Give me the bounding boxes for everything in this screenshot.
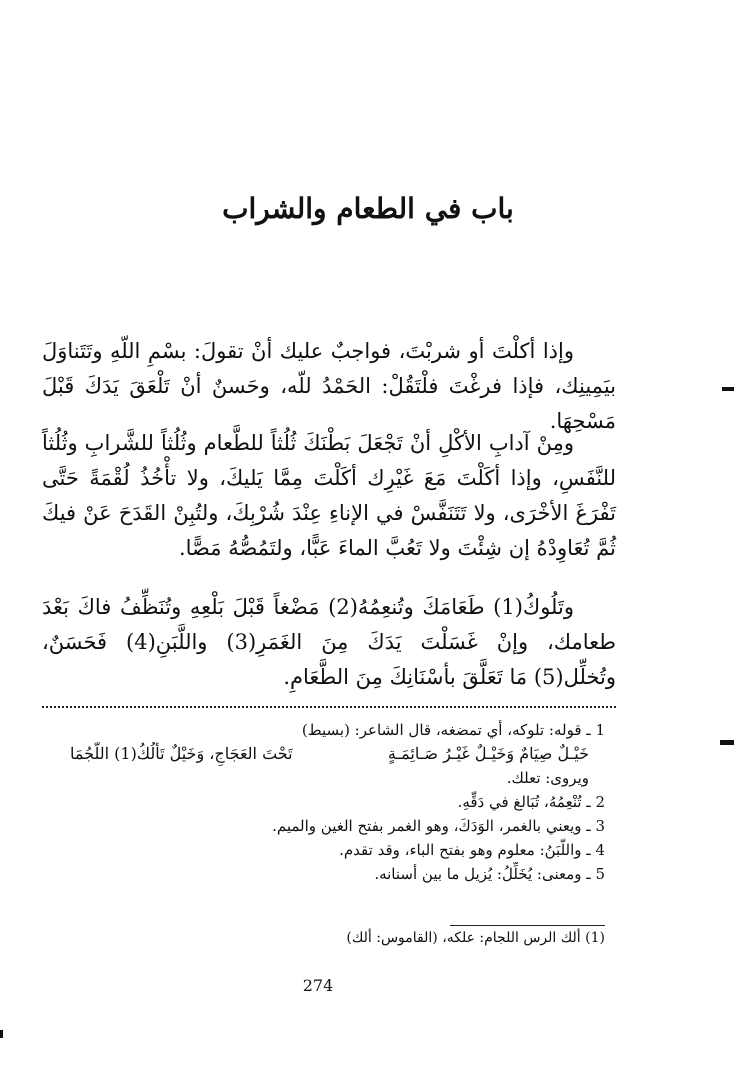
chapter-title: باب في الطعام والشراب xyxy=(222,192,514,225)
footnote-4: 4 ـ واللَّبَنُ: معلوم وهو بفتح الباء، وقد تقدم. xyxy=(339,841,605,859)
verse-subnote: (1) ألك الرس اللجام: علكه، (القاموس: ألك) xyxy=(346,930,605,946)
footnote-1: 1 ـ قوله: تلوكه، أي تمضغه، قال الشاعر: (بسيط) xyxy=(301,721,605,739)
margin-mark xyxy=(0,1030,3,1038)
body-paragraph-3 xyxy=(42,590,616,695)
footnote-5: 5 ـ ومعنى: يُخَلِّلُ: يُزيل ما بين أسنانه. xyxy=(374,865,605,883)
footnote-3: 3 ـ ويعني بالغمر، الوَدَكَ، وهو الغمر بفتح الغين والميم. xyxy=(272,817,605,835)
page-number: 274 xyxy=(302,976,334,995)
paragraph-text: وتَلُوكُ(1) طَعَامَكَ وتُنعِمُهُ(2) مَضْغاً قَبْلَ بَلْعِهِ وتُنَظِّفُ فاكَ بَعْدَ طعامك، وإنْ غَسَلْتَ يَدَكَ مِنَ الغَمَرِ(3) واللَّبَنِ(4) فَحَسَنٌ، وتُخلِّل(5) مَا تَعَلَّقَ بأسْنَانِكَ مِنَ الطَّعَامِ. xyxy=(42,595,616,689)
footnote-verse xyxy=(60,742,605,766)
subnote-separator xyxy=(450,925,605,926)
margin-mark xyxy=(720,740,734,745)
footnotes xyxy=(60,718,605,886)
verse-second-hemistich: تَحْتَ العَجَاجِ، وَخَيْلٌ تَأْلُكُ(1) اللُّجُمَا xyxy=(70,744,293,763)
footnote-2: 2 ـ تُنْعِمُهُ، تُبَالغ في دَقِّهِ. xyxy=(457,793,605,811)
paragraph-text: ومِنْ آدابِ الأكْلِ أنْ تَجْعَلَ بَطْنَكَ ثُلُثاً للطَّعام وثُلُثاً للشَّرابِ وثُلُثاً للنَّفَسِ، وإذا أكَلْتَ مَعَ غَيْرِك أكَلْتَ مِمَّا يَليكَ، ولا تأْخُذُ لُقْمَةً حَتَّى تَفْرَغَ الأخْرَى، ولا تَتَنَفَّسْ في الإناءِ عِنْدَ شُرْبِكَ، ولتُبِنْ القَدَحَ عَنْ فيكَ ثُمَّ تُعَاوِدْهُ إن شِئْتَ ولا تَعُبَّ الماءَ عَبًّا، ولتَمُصُّهُ مَصًّا. xyxy=(42,431,616,560)
body-paragraph-2 xyxy=(42,426,616,566)
body-paragraph-1 xyxy=(42,334,616,439)
verse-first-hemistich: خَيْـلٌ صِيَامٌ وَخَيْـلٌ غَيْـرُ صَـائِمَـةٍ xyxy=(387,744,589,763)
paragraph-text: وإذا أكلْتَ أو شربْتَ، فواجبٌ عليك أنْ تقولَ: بسْمِ اللّهِ وتَتَناوَلَ بيَمِينِك، فإذا فرغْتَ فلْتَقُلْ: الحَمْدُ للّه، وحَسنٌ أنْ تَلْعَقَ يَدَكَ قَبْلَ مَسْحِهَا. xyxy=(42,339,616,433)
margin-mark xyxy=(722,387,734,391)
footnote-separator xyxy=(42,706,616,708)
footnote-1-variant: ويروى: تعلك. xyxy=(506,769,589,787)
